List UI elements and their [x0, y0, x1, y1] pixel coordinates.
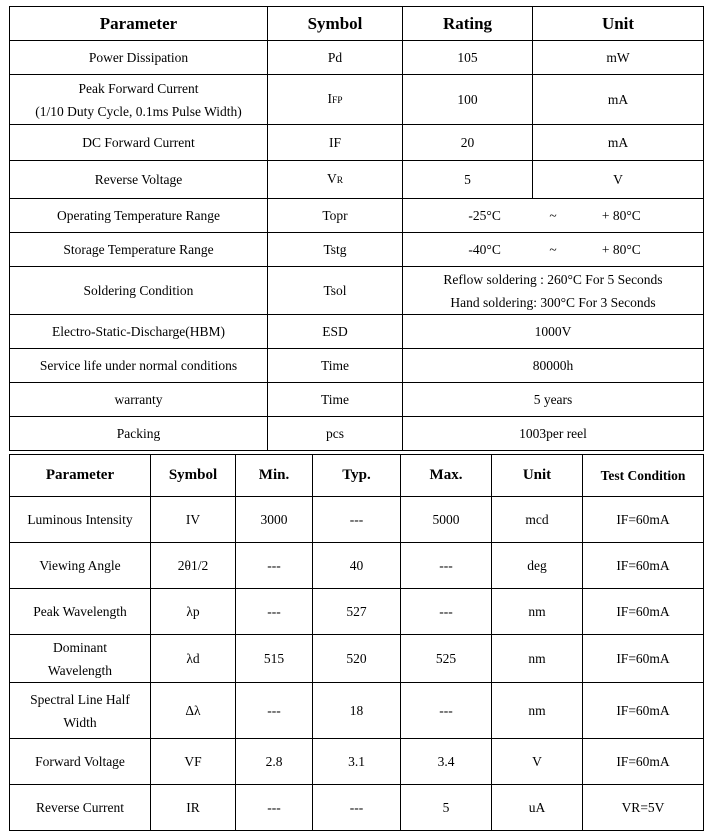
electrical-characteristics-table — [9, 454, 704, 831]
max-cell: --- — [401, 543, 492, 589]
max-cell: --- — [401, 683, 492, 739]
soldering-line: Hand soldering: 300°C For 3 Seconds — [450, 294, 656, 310]
typ-cell: 40 — [313, 543, 401, 589]
condition-cell: IF=60mA — [583, 635, 704, 683]
value-cell: 5 years — [403, 383, 704, 417]
symbol-subscript: R — [336, 175, 344, 186]
parameter-cell: warranty — [10, 383, 268, 417]
parameter-cell: Viewing Angle — [10, 543, 151, 589]
symbol-cell: pcs — [268, 417, 403, 451]
parameter-cell: Service life under normal conditions — [10, 349, 268, 383]
symbol-cell: λp — [151, 589, 236, 635]
table-row — [10, 75, 704, 125]
parameter-line: (1/10 Duty Cycle, 0.1ms Pulse Width) — [35, 103, 242, 119]
unit-cell: nm — [492, 589, 583, 635]
unit-cell: mA — [533, 75, 704, 125]
typ-cell: 520 — [313, 635, 401, 683]
table-row — [10, 349, 704, 383]
table-row — [10, 383, 704, 417]
table-row — [10, 635, 704, 683]
table-row — [10, 417, 704, 451]
parameter-line: Wavelength — [47, 662, 113, 678]
symbol-cell: IF — [268, 125, 403, 161]
max-cell: 5 — [401, 785, 492, 831]
parameter-cell: Storage Temperature Range — [10, 233, 268, 267]
header-parameter: Parameter — [10, 455, 151, 497]
symbol-cell: Topr — [268, 199, 403, 233]
parameter-cell: Operating Temperature Range — [10, 199, 268, 233]
min-cell: --- — [236, 543, 313, 589]
header-row — [10, 455, 704, 497]
header-rating: Rating — [403, 7, 533, 41]
parameter-line: Width — [63, 714, 97, 730]
range-min: -25°C — [468, 208, 501, 223]
table-row — [10, 589, 704, 635]
header-unit: Unit — [492, 455, 583, 497]
symbol-cell: Time — [268, 383, 403, 417]
parameter-cell: Reverse Voltage — [10, 161, 268, 199]
symbol-cell: IV — [151, 497, 236, 543]
condition-cell: VR=5V — [583, 785, 704, 831]
soldering-line: Reflow soldering : 260°C For 5 Seconds — [443, 271, 663, 287]
parameter-cell: Electro-Static-Discharge(HBM) — [10, 315, 268, 349]
parameter-line: Peak Forward Current — [78, 80, 199, 96]
symbol-cell: IR — [151, 785, 236, 831]
unit-cell: V — [492, 739, 583, 785]
range-separator: ~ — [549, 242, 557, 257]
rating-cell: 100 — [403, 75, 533, 125]
header-parameter: Parameter — [10, 7, 268, 41]
unit-cell: deg — [492, 543, 583, 589]
absolute-ratings-table — [9, 6, 704, 451]
typ-cell: 527 — [313, 589, 401, 635]
header-unit: Unit — [533, 7, 704, 41]
header-test-condition: Test Condition — [583, 455, 704, 497]
header-row — [10, 7, 704, 41]
range-cell — [403, 233, 704, 267]
condition-cell: IF=60mA — [583, 739, 704, 785]
table-row — [10, 161, 704, 199]
symbol-cell: Time — [268, 349, 403, 383]
header-typ: Typ. — [313, 455, 401, 497]
parameter-cell: Packing — [10, 417, 268, 451]
min-cell: 2.8 — [236, 739, 313, 785]
min-cell: 3000 — [236, 497, 313, 543]
header-max: Max. — [401, 455, 492, 497]
table-row — [10, 199, 704, 233]
symbol-main: I — [327, 90, 332, 106]
symbol-cell — [268, 161, 403, 199]
typ-cell: --- — [313, 497, 401, 543]
symbol-cell: Δλ — [151, 683, 236, 739]
parameter-line: Spectral Line Half — [30, 691, 130, 707]
range-cell — [403, 199, 704, 233]
symbol-cell: 2θ1/2 — [151, 543, 236, 589]
table-row — [10, 267, 704, 315]
rating-cell: 5 — [403, 161, 533, 199]
condition-cell: IF=60mA — [583, 543, 704, 589]
condition-cell: IF=60mA — [583, 497, 704, 543]
unit-cell: mA — [533, 125, 704, 161]
max-cell: 5000 — [401, 497, 492, 543]
parameter-cell: Luminous Intensity — [10, 497, 151, 543]
header-symbol: Symbol — [151, 455, 236, 497]
table-row — [10, 683, 704, 739]
range-separator: ~ — [549, 208, 557, 223]
symbol-cell: Pd — [268, 41, 403, 75]
parameter-line: Dominant — [53, 639, 107, 655]
value-cell: 1003per reel — [403, 417, 704, 451]
symbol-cell — [268, 75, 403, 125]
max-cell: --- — [401, 589, 492, 635]
typ-cell: 18 — [313, 683, 401, 739]
unit-cell: uA — [492, 785, 583, 831]
parameter-cell — [10, 75, 268, 125]
rating-cell: 105 — [403, 41, 533, 75]
unit-cell: nm — [492, 683, 583, 739]
symbol-main: V — [326, 170, 337, 186]
value-cell: 80000h — [403, 349, 704, 383]
max-cell: 3.4 — [401, 739, 492, 785]
table-row — [10, 41, 704, 75]
table-row — [10, 233, 704, 267]
table-row — [10, 785, 704, 831]
range-max: + 80°C — [601, 208, 641, 223]
unit-cell: mW — [533, 41, 704, 75]
table-row — [10, 739, 704, 785]
symbol-cell: Tstg — [268, 233, 403, 267]
header-symbol: Symbol — [268, 7, 403, 41]
min-cell: --- — [236, 589, 313, 635]
min-cell: --- — [236, 683, 313, 739]
typ-cell: 3.1 — [313, 739, 401, 785]
table-row — [10, 315, 704, 349]
table-row — [10, 125, 704, 161]
condition-cell: IF=60mA — [583, 589, 704, 635]
min-cell: 515 — [236, 635, 313, 683]
range-max: + 80°C — [601, 242, 641, 257]
symbol-cell: ESD — [268, 315, 403, 349]
table-row — [10, 543, 704, 589]
parameter-cell: DC Forward Current — [10, 125, 268, 161]
value-cell: 1000V — [403, 315, 704, 349]
unit-cell: nm — [492, 635, 583, 683]
table-row — [10, 497, 704, 543]
symbol-subscript: FP — [331, 95, 343, 106]
unit-cell: mcd — [492, 497, 583, 543]
header-min: Min. — [236, 455, 313, 497]
parameter-cell: Reverse Current — [10, 785, 151, 831]
parameter-cell — [10, 683, 151, 739]
soldering-cell — [403, 267, 704, 315]
unit-cell: V — [533, 161, 704, 199]
parameter-cell: Soldering Condition — [10, 267, 268, 315]
symbol-cell: λd — [151, 635, 236, 683]
symbol-cell: VF — [151, 739, 236, 785]
max-cell: 525 — [401, 635, 492, 683]
parameter-cell — [10, 635, 151, 683]
min-cell: --- — [236, 785, 313, 831]
typ-cell: --- — [313, 785, 401, 831]
parameter-cell: Power Dissipation — [10, 41, 268, 75]
rating-cell: 20 — [403, 125, 533, 161]
symbol-cell: Tsol — [268, 267, 403, 315]
range-min: -40°C — [468, 242, 501, 257]
condition-cell: IF=60mA — [583, 683, 704, 739]
parameter-cell: Forward Voltage — [10, 739, 151, 785]
parameter-cell: Peak Wavelength — [10, 589, 151, 635]
